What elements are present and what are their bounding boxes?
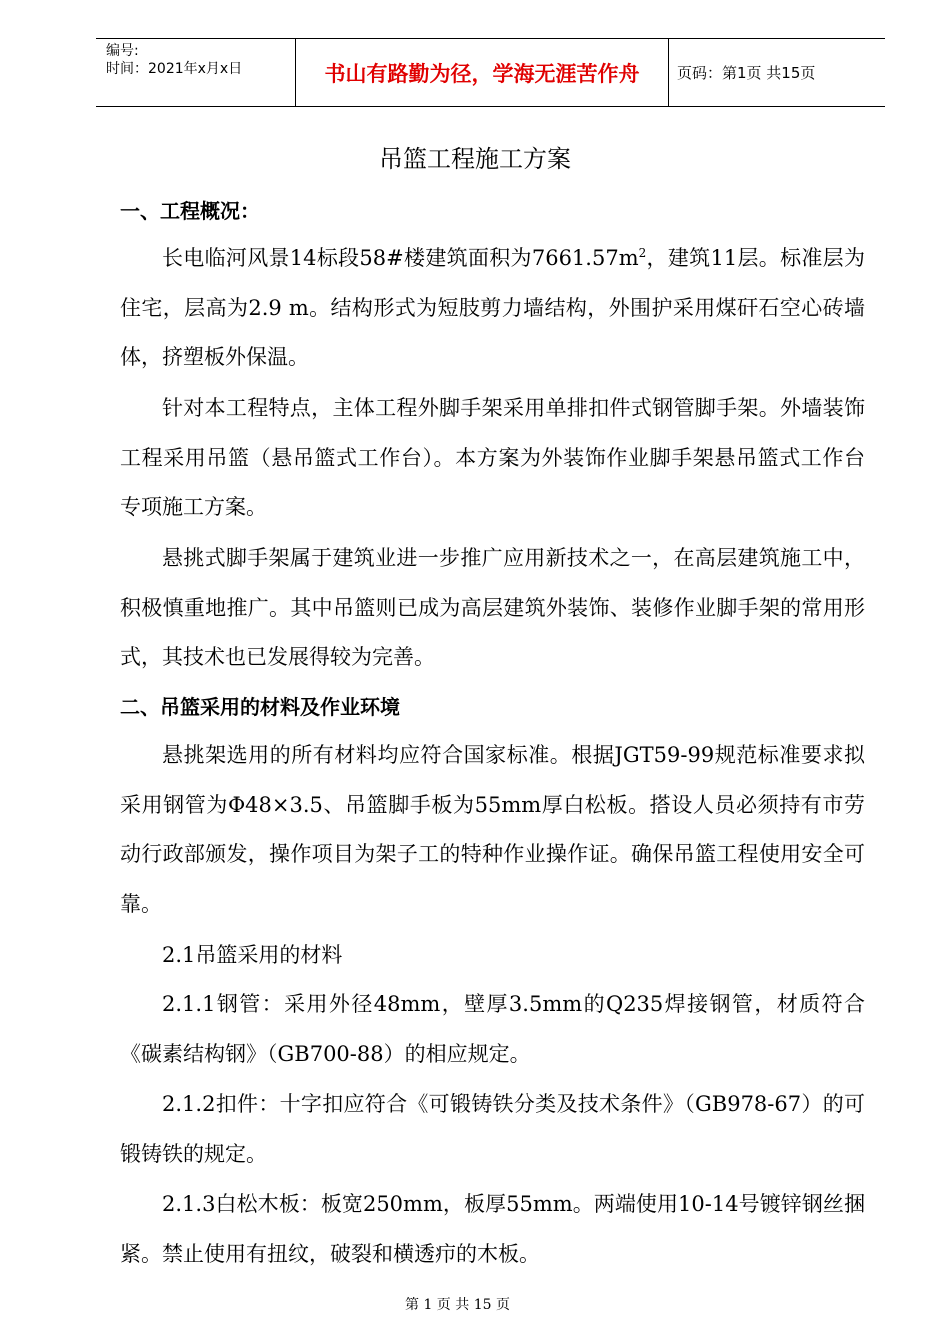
header-motto: 书山有路勤为径，学海无涯苦作舟: [296, 39, 669, 106]
section2-item-1: 2.1.1钢管：采用外径48mm，壁厚3.5mm的Q235焊接钢管，材质符合《碳素结构钢》（GB700-88）的相应规定。: [120, 992, 865, 1066]
section2-item-3: 2.1.3白松木板：板宽250mm，板厚55mm。两端使用10-14号镀锌钢丝捆紧。禁止使用有扭纹，破裂和横透疖的木板。: [120, 1192, 865, 1266]
header-page-info: 页码：第1页 共15页: [677, 64, 816, 82]
p1-post: ，建筑11层。标准层为住宅，层高为2.9 m。结构形式为短肢剪力墙结构，外围护采用煤矸石空心砖墙体，挤塑板外保温。: [120, 246, 865, 369]
time-label: 时间：2021年x月x日: [106, 61, 243, 77]
section1-paragraph-3: 悬挑式脚手架属于建筑业进一步推广应用新技术之一，在高层建筑施工中，积极慎重地推广。其中吊篮则已成为高层建筑外装饰、装修作业脚手架的常用形式，其技术也已发展得较为完善。: [120, 546, 865, 669]
section1-paragraph-1: [120, 234, 865, 383]
number-label: 编号:: [106, 43, 139, 59]
p1-pre: 长电临河风景14标段58#楼建筑面积为7661.57m: [162, 246, 639, 270]
section2-item-2: 2.1.2扣件：十字扣应符合《可锻铸铁分类及技术条件》（GB978-67）的可锻铸铁的规定。: [120, 1092, 865, 1166]
header-meta: [96, 39, 296, 106]
p1-sup: 2: [638, 246, 647, 260]
section1-heading: 一、工程概况：: [120, 199, 260, 223]
section1-paragraph-2: 针对本工程特点，主体工程外脚手架采用单排扣件式钢管脚手架。外墙装饰工程采用吊篮（悬吊篮式工作台）。本方案为外装饰作业脚手架悬吊篮式工作台专项施工方案。: [120, 396, 865, 519]
document-title: 吊篮工程施工方案: [379, 145, 571, 173]
section2-heading: 二、吊篮采用的材料及作业环境: [120, 695, 400, 719]
section2-subheading: 2.1吊篮采用的材料: [162, 943, 343, 967]
page-footer: 第 1 页 共 15 页: [405, 1297, 510, 1313]
page-header: [96, 38, 885, 107]
section2-paragraph-1: 悬挑架选用的所有材料均应符合国家标准。根据JGT59-99规范标准要求拟采用钢管为Φ48×3.5、吊篮脚手板为55mm厚白松板。搭设人员必须持有市劳动行政部颁发，操作项目为架子工的特种作业操作证。确保吊篮工程使用安全可靠。: [120, 743, 865, 916]
